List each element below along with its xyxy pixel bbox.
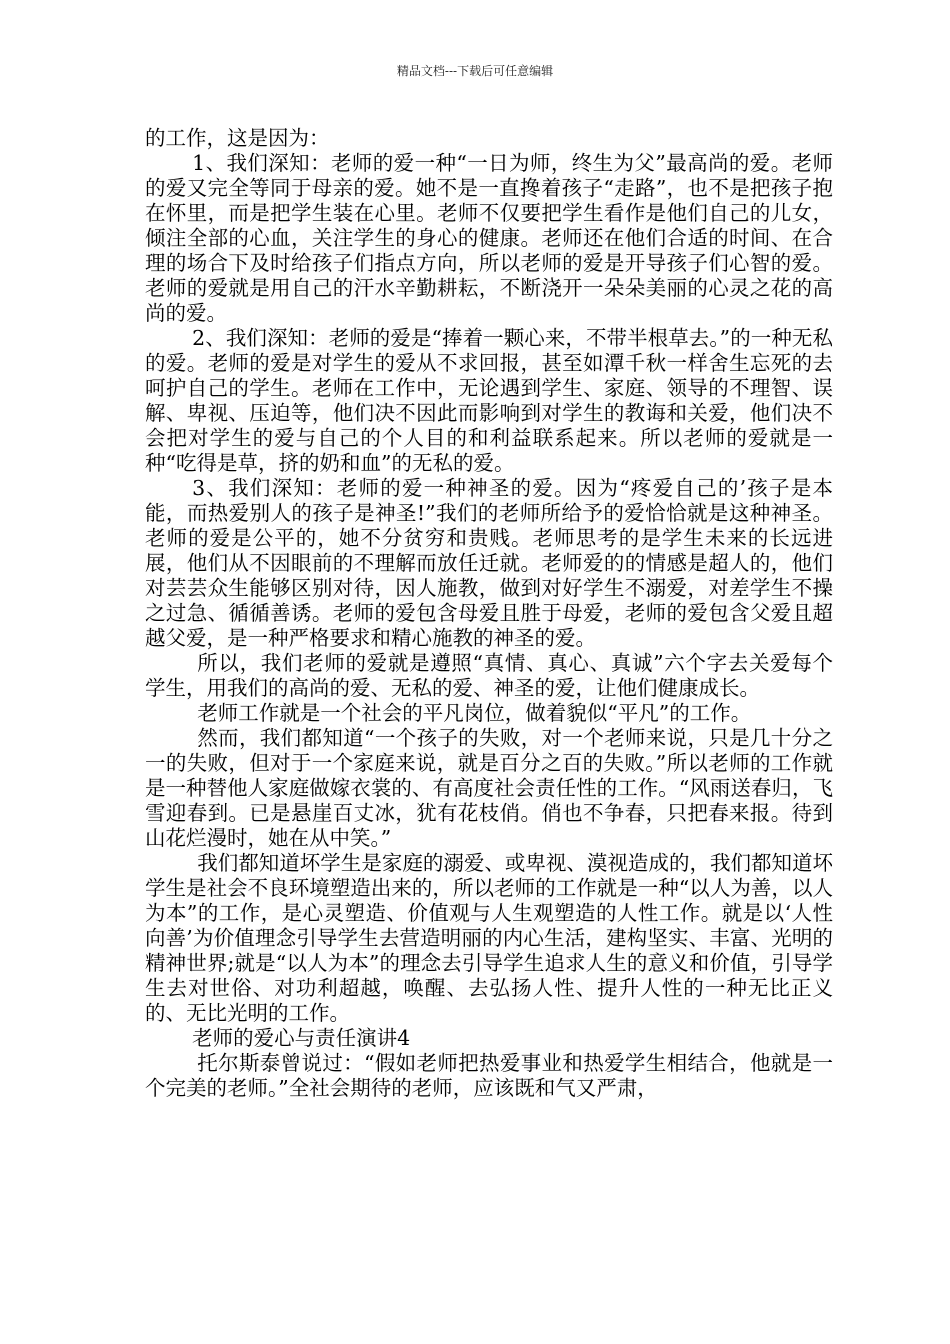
paragraph-ordinary-work: 老师工作就是一个社会的平凡岗位，做着貌似“平凡”的工作。 bbox=[197, 701, 752, 725]
paragraph-tolstoy: 托尔斯泰曾说过：“假如老师把热爱事业和热爱学生相结合，他就是一个完美的老师。”全社会期待的老师，应该既和气又严肃， bbox=[145, 1051, 833, 1100]
page-header: 精品文档---下载后可任意编辑 bbox=[396, 64, 554, 78]
document-body bbox=[145, 126, 833, 1101]
paragraph-however: 然而，我们都知道“一个孩子的失败，对一个老师来说，只是几十分之一的失败，但对于一个家庭来说，就是百分之百的失败。”所以老师的工作就是一种替他人家庭做嫁衣裳的、有高度社会责任性的工作。“风雨送春归，飞雪迎春到。已是悬崖百丈冰，犹有花枝俏。俏也不争春，只把春来报。待到山花烂漫时，她在从中笑。” bbox=[145, 726, 833, 850]
paragraph-point-3: 3、我们深知：老师的爱一种神圣的爱。因为“疼爱自己的’孩子是本能，而热爱别人的孩子是神圣!”我们的老师所给予的爱恰恰就是这种神圣。老师的爱是公平的，她不分贫穷和贵贱。老师思考的是学生未来的长远进展，他们从不因眼前的不理解而放任迁就。老师爱的的情感是超人的，他们对芸芸众生能够区别对待，因人施教，做到对好学生不溺爱，对差学生不操之过急、循循善诱。老师的爱包含母爱且胜于母爱，老师的爱包含父爱且超越父爱，是一种严格要求和精心施教的神圣的爱。 bbox=[145, 476, 833, 650]
paragraph-continuation: 的工作，这是因为： bbox=[145, 126, 330, 150]
paragraph-point-1: 1、我们深知：老师的爱一种“一日为师，终生为父”最高尚的爱。老师的爱又完全等同于母亲的爱。她不是一直搀着孩子“走路”，也不是把孩子抱在怀里，而是把学生装在心里。老师不仅要把学生看作是他们自己的儿女，倾注全部的心血，关注学生的身心的健康。老师还在他们合适的时间、在合理的场合下及时给孩子们指点方向，所以老师的爱是开导孩子们心智的爱。老师的爱就是用自己的汗水辛勤耕耘，不断浇开一朵朵美丽的心灵之花的高尚的爱。 bbox=[145, 151, 833, 325]
paragraph-summary: 所以，我们老师的爱就是遵照“真情、真心、真诚”六个字去关爱每个学生，用我们的高尚的爱、无私的爱、神圣的爱，让他们健康成长。 bbox=[145, 651, 833, 700]
paragraph-point-2: 2、我们深知：老师的爱是“捧着一颗心来，不带半根草去。”的一种无私的爱。老师的爱是对学生的爱从不求回报，甚至如潭千秋一样舍生忘死的去呵护自己的学生。老师在工作中，无论遇到学生、家庭、领导的不理智、误解、卑视、压迫等，他们决不因此而影响到对学生的教诲和关爱，他们决不会把对学生的爱与自己的个人目的和利益联系起来。所以老师的爱就是一种“吃得是草，挤的奶和血”的无私的爱。 bbox=[145, 326, 833, 475]
section-title: 老师的爱心与责任演讲4 bbox=[192, 1026, 411, 1050]
paragraph-bad-students: 我们都知道坏学生是家庭的溺爱、或卑视、漠视造成的，我们都知道坏学生是社会不良环境塑造出来的，所以老师的工作就是一种“以人为善，以人为本”的工作，是心灵塑造、价值观与人生观塑造的人性工作。就是以‘人性向善’为价值理念引导学生去营造明丽的内心生活，建构坚实、丰富、光明的精神世界;就是“以人为本”的理念去引导学生追求人生的意义和价值，引导学生去对世俗、对功利超越，唤醒、去弘扬人性、提升人性的一种无比正义的、无比光明的工作。 bbox=[145, 851, 833, 1025]
